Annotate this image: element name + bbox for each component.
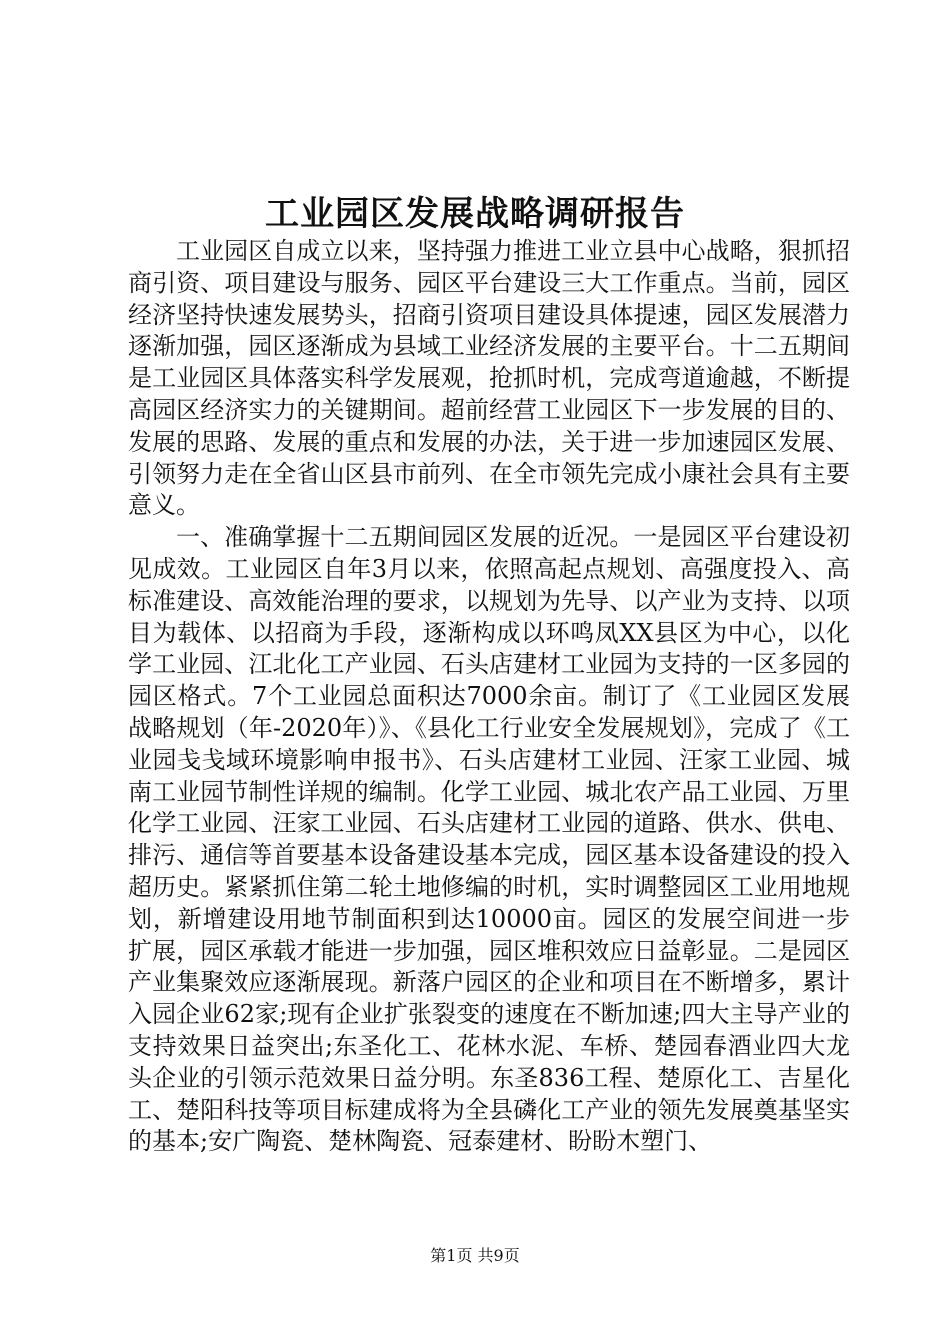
- page-number-footer: 第1页 共9页: [430, 1246, 520, 1265]
- paragraph-section-one: 一、准确掌握十二五期间园区发展的近况。一是园区平台建设初见成效。工业园区自年3月以来，依照高起点规划、高强度投入、高标准建设、高效能治理的要求，以规划为先导、以产业为支持、以项目为载体、以招商为手段，逐渐构成以环鸣凤XX县区为中心，以化学工业园、江北化工产业园、石头店建材工业园为支持的一区多园的园区格式。7个工业园总面积达7000余亩。制订了《工业园区发展战略规划（年-2020年）》、《县化工行业安全发展规划》，完成了《工业园戋戋域环境影响申报书》、石头店建材工业园、汪家工业园、城南工业园节制性详规的编制。化学工业园、城北农产品工业园、万里化学工业园、汪家工业园、石头店建材工业园的道路、供水、供电、排污、通信等首要基本设备建设基本完成，园区基本设备建设的投入超历史。紧紧抓住第二轮土地修编的时机，实时调整园区工业用地规划，新增建设用地节制面积到达10000亩。园区的发展空间进一步扩展，园区承载才能进一步加强，园区堆积效应日益彰显。二是园区产业集聚效应逐渐展现。新落户园区的企业和项目在不断增多，累计入园企业62家;现有企业扩张裂变的速度在不断加速;四大主导产业的支持效果日益突出;东圣化工、花林水泥、车桥、楚园春酒业四大龙头企业的引领示范效果日益分明。东圣836工程、楚原化工、吉星化工、楚阳科技等项目标建成将为全县磷化工产业的领先发展奠基坚实的基本;安广陶瓷、楚林陶瓷、冠泰建材、盼盼木塑门、: [128, 523, 850, 1156]
- document-body: [128, 236, 850, 1158]
- page-title: 工业园区发展战略调研报告: [265, 194, 685, 234]
- paragraph-intro: 工业园区自成立以来，坚持强力推进工业立县中心战略，狠抓招商引资、项目建设与服务、园区平台建设三大工作重点。当前，园区经济坚持快速发展势头，招商引资项目建设具体提速，园区发展潜力逐渐加强，园区逐渐成为县域工业经济发展的主要平台。十二五期间是工业园区具体落实科学发展观，抢抓时机，完成弯道逾越，不断提高园区经济实力的关键期间。超前经营工业园区下一步发展的目的、发展的思路、发展的重点和发展的办法，关于进一步加速园区发展、引领努力走在全省山区县市前列、在全市领先完成小康社会具有主要意义。: [128, 237, 850, 520]
